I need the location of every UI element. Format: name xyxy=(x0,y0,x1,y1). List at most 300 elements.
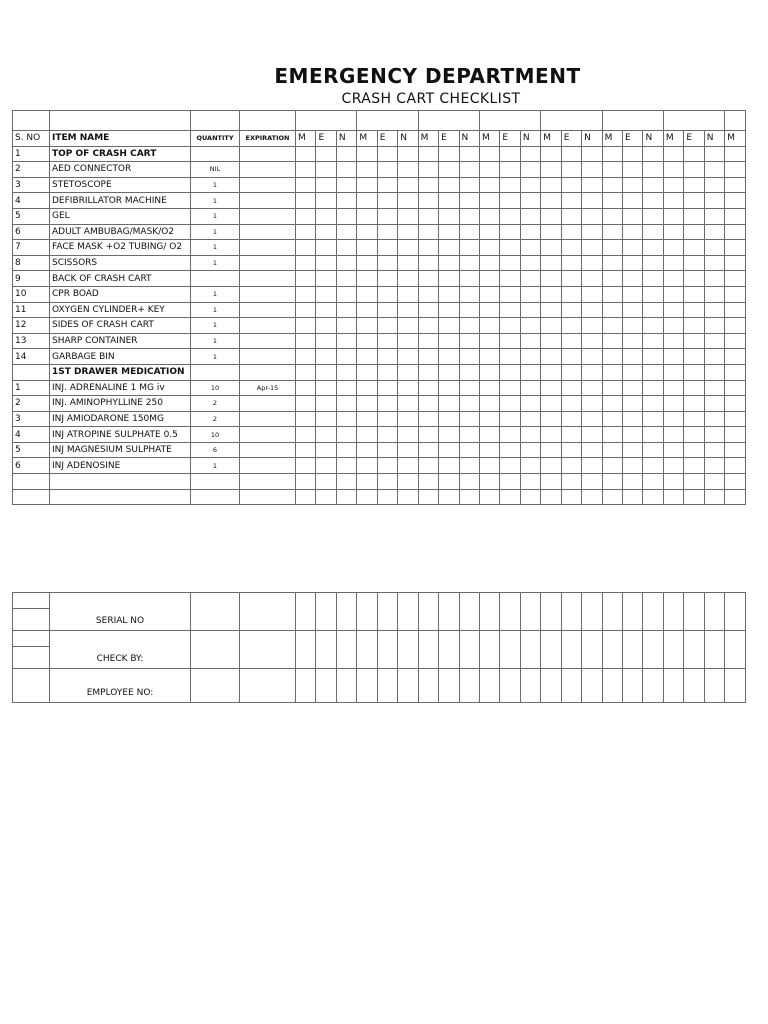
check-cell[interactable] xyxy=(398,162,418,178)
check-cell[interactable] xyxy=(663,224,683,240)
check-cell[interactable] xyxy=(704,380,724,396)
check-cell[interactable] xyxy=(663,286,683,302)
check-cell[interactable] xyxy=(663,427,683,443)
check-cell[interactable] xyxy=(459,286,479,302)
check-cell[interactable] xyxy=(684,411,704,427)
check-cell[interactable] xyxy=(582,489,602,505)
check-cell[interactable] xyxy=(684,208,704,224)
check-cell[interactable] xyxy=(316,240,336,256)
check-cell[interactable] xyxy=(459,224,479,240)
check-cell[interactable] xyxy=(704,349,724,365)
signature-cell[interactable] xyxy=(704,593,724,631)
check-cell[interactable] xyxy=(439,458,459,474)
check-cell[interactable] xyxy=(704,458,724,474)
check-cell[interactable] xyxy=(500,177,520,193)
check-cell[interactable] xyxy=(582,364,602,380)
check-cell[interactable] xyxy=(541,255,561,271)
check-cell[interactable] xyxy=(398,364,418,380)
check-cell[interactable] xyxy=(582,286,602,302)
check-cell[interactable] xyxy=(357,489,377,505)
check-cell[interactable] xyxy=(357,349,377,365)
check-cell[interactable] xyxy=(316,333,336,349)
check-cell[interactable] xyxy=(336,364,356,380)
check-cell[interactable] xyxy=(296,193,316,209)
check-cell[interactable] xyxy=(643,489,663,505)
check-cell[interactable] xyxy=(336,427,356,443)
check-cell[interactable] xyxy=(296,255,316,271)
check-cell[interactable] xyxy=(336,255,356,271)
check-cell[interactable] xyxy=(398,427,418,443)
check-cell[interactable] xyxy=(704,489,724,505)
check-cell[interactable] xyxy=(459,162,479,178)
check-cell[interactable] xyxy=(561,224,581,240)
check-cell[interactable] xyxy=(418,349,438,365)
check-cell[interactable] xyxy=(500,364,520,380)
check-cell[interactable] xyxy=(479,333,499,349)
check-cell[interactable] xyxy=(418,224,438,240)
check-cell[interactable] xyxy=(418,396,438,412)
check-cell[interactable] xyxy=(336,208,356,224)
check-cell[interactable] xyxy=(357,162,377,178)
check-cell[interactable] xyxy=(459,411,479,427)
check-cell[interactable] xyxy=(704,146,724,162)
check-cell[interactable] xyxy=(500,208,520,224)
check-cell[interactable] xyxy=(684,333,704,349)
check-cell[interactable] xyxy=(479,489,499,505)
check-cell[interactable] xyxy=(520,427,540,443)
check-cell[interactable] xyxy=(377,177,397,193)
check-cell[interactable] xyxy=(479,349,499,365)
check-cell[interactable] xyxy=(643,271,663,287)
check-cell[interactable] xyxy=(561,162,581,178)
check-cell[interactable] xyxy=(316,255,336,271)
check-cell[interactable] xyxy=(357,380,377,396)
check-cell[interactable] xyxy=(459,427,479,443)
check-cell[interactable] xyxy=(602,442,622,458)
signature-cell[interactable] xyxy=(684,593,704,631)
check-cell[interactable] xyxy=(479,240,499,256)
check-cell[interactable] xyxy=(316,193,336,209)
check-cell[interactable] xyxy=(377,255,397,271)
check-cell[interactable] xyxy=(520,396,540,412)
check-cell[interactable] xyxy=(377,271,397,287)
check-cell[interactable] xyxy=(357,442,377,458)
check-cell[interactable] xyxy=(439,411,459,427)
check-cell[interactable] xyxy=(582,458,602,474)
signature-cell[interactable] xyxy=(520,631,540,669)
signature-cell[interactable] xyxy=(623,669,643,703)
check-cell[interactable] xyxy=(418,318,438,334)
check-cell[interactable] xyxy=(479,208,499,224)
check-cell[interactable] xyxy=(725,349,745,365)
check-cell[interactable] xyxy=(377,442,397,458)
signature-cell[interactable] xyxy=(439,669,459,703)
check-cell[interactable] xyxy=(663,411,683,427)
check-cell[interactable] xyxy=(336,271,356,287)
check-cell[interactable] xyxy=(704,396,724,412)
check-cell[interactable] xyxy=(623,333,643,349)
check-cell[interactable] xyxy=(316,162,336,178)
signature-cell[interactable] xyxy=(725,631,745,669)
check-cell[interactable] xyxy=(725,271,745,287)
check-cell[interactable] xyxy=(336,240,356,256)
check-cell[interactable] xyxy=(500,458,520,474)
check-cell[interactable] xyxy=(561,240,581,256)
check-cell[interactable] xyxy=(418,193,438,209)
check-cell[interactable] xyxy=(602,411,622,427)
check-cell[interactable] xyxy=(704,193,724,209)
check-cell[interactable] xyxy=(725,255,745,271)
check-cell[interactable] xyxy=(296,396,316,412)
check-cell[interactable] xyxy=(398,146,418,162)
check-cell[interactable] xyxy=(541,474,561,490)
check-cell[interactable] xyxy=(602,193,622,209)
check-cell[interactable] xyxy=(541,489,561,505)
check-cell[interactable] xyxy=(704,333,724,349)
check-cell[interactable] xyxy=(316,224,336,240)
check-cell[interactable] xyxy=(479,458,499,474)
signature-cell[interactable] xyxy=(240,669,296,703)
check-cell[interactable] xyxy=(336,396,356,412)
check-cell[interactable] xyxy=(520,271,540,287)
check-cell[interactable] xyxy=(479,318,499,334)
check-cell[interactable] xyxy=(479,255,499,271)
check-cell[interactable] xyxy=(439,349,459,365)
check-cell[interactable] xyxy=(602,349,622,365)
check-cell[interactable] xyxy=(704,255,724,271)
check-cell[interactable] xyxy=(316,302,336,318)
check-cell[interactable] xyxy=(643,146,663,162)
check-cell[interactable] xyxy=(418,177,438,193)
check-cell[interactable] xyxy=(500,427,520,443)
check-cell[interactable] xyxy=(541,333,561,349)
check-cell[interactable] xyxy=(296,318,316,334)
check-cell[interactable] xyxy=(643,364,663,380)
check-cell[interactable] xyxy=(336,474,356,490)
check-cell[interactable] xyxy=(704,162,724,178)
check-cell[interactable] xyxy=(439,240,459,256)
check-cell[interactable] xyxy=(459,396,479,412)
check-cell[interactable] xyxy=(459,458,479,474)
check-cell[interactable] xyxy=(561,318,581,334)
check-cell[interactable] xyxy=(479,396,499,412)
check-cell[interactable] xyxy=(459,255,479,271)
check-cell[interactable] xyxy=(377,411,397,427)
check-cell[interactable] xyxy=(357,333,377,349)
signature-cell[interactable] xyxy=(316,593,336,631)
check-cell[interactable] xyxy=(704,240,724,256)
check-cell[interactable] xyxy=(602,458,622,474)
check-cell[interactable] xyxy=(602,333,622,349)
check-cell[interactable] xyxy=(561,411,581,427)
check-cell[interactable] xyxy=(479,193,499,209)
check-cell[interactable] xyxy=(684,240,704,256)
check-cell[interactable] xyxy=(623,224,643,240)
check-cell[interactable] xyxy=(357,240,377,256)
check-cell[interactable] xyxy=(663,474,683,490)
signature-cell[interactable] xyxy=(663,669,683,703)
check-cell[interactable] xyxy=(602,474,622,490)
check-cell[interactable] xyxy=(479,162,499,178)
signature-cell[interactable] xyxy=(582,631,602,669)
check-cell[interactable] xyxy=(541,240,561,256)
check-cell[interactable] xyxy=(643,193,663,209)
check-cell[interactable] xyxy=(377,458,397,474)
signature-cell[interactable] xyxy=(561,593,581,631)
check-cell[interactable] xyxy=(479,364,499,380)
check-cell[interactable] xyxy=(582,162,602,178)
signature-cell[interactable] xyxy=(240,593,296,631)
check-cell[interactable] xyxy=(541,146,561,162)
check-cell[interactable] xyxy=(643,458,663,474)
check-cell[interactable] xyxy=(316,286,336,302)
check-cell[interactable] xyxy=(439,224,459,240)
check-cell[interactable] xyxy=(439,333,459,349)
check-cell[interactable] xyxy=(398,286,418,302)
check-cell[interactable] xyxy=(541,224,561,240)
signature-cell[interactable] xyxy=(336,631,356,669)
check-cell[interactable] xyxy=(520,489,540,505)
check-cell[interactable] xyxy=(398,255,418,271)
check-cell[interactable] xyxy=(296,240,316,256)
check-cell[interactable] xyxy=(561,302,581,318)
check-cell[interactable] xyxy=(439,427,459,443)
check-cell[interactable] xyxy=(357,396,377,412)
check-cell[interactable] xyxy=(561,364,581,380)
check-cell[interactable] xyxy=(684,427,704,443)
check-cell[interactable] xyxy=(725,427,745,443)
check-cell[interactable] xyxy=(377,318,397,334)
check-cell[interactable] xyxy=(663,240,683,256)
check-cell[interactable] xyxy=(439,177,459,193)
check-cell[interactable] xyxy=(357,193,377,209)
check-cell[interactable] xyxy=(377,162,397,178)
check-cell[interactable] xyxy=(520,474,540,490)
signature-cell[interactable] xyxy=(377,593,397,631)
check-cell[interactable] xyxy=(623,411,643,427)
check-cell[interactable] xyxy=(479,224,499,240)
check-cell[interactable] xyxy=(663,146,683,162)
check-cell[interactable] xyxy=(398,318,418,334)
signature-cell[interactable] xyxy=(643,669,663,703)
check-cell[interactable] xyxy=(418,208,438,224)
check-cell[interactable] xyxy=(500,474,520,490)
signature-cell[interactable] xyxy=(623,631,643,669)
check-cell[interactable] xyxy=(520,364,540,380)
signature-cell[interactable] xyxy=(191,593,240,631)
check-cell[interactable] xyxy=(418,162,438,178)
check-cell[interactable] xyxy=(684,286,704,302)
check-cell[interactable] xyxy=(459,302,479,318)
check-cell[interactable] xyxy=(684,193,704,209)
check-cell[interactable] xyxy=(541,208,561,224)
check-cell[interactable] xyxy=(520,380,540,396)
check-cell[interactable] xyxy=(582,396,602,412)
check-cell[interactable] xyxy=(500,302,520,318)
check-cell[interactable] xyxy=(479,177,499,193)
check-cell[interactable] xyxy=(704,208,724,224)
check-cell[interactable] xyxy=(643,442,663,458)
check-cell[interactable] xyxy=(520,208,540,224)
check-cell[interactable] xyxy=(602,396,622,412)
check-cell[interactable] xyxy=(684,177,704,193)
check-cell[interactable] xyxy=(602,286,622,302)
check-cell[interactable] xyxy=(336,193,356,209)
check-cell[interactable] xyxy=(296,489,316,505)
check-cell[interactable] xyxy=(316,349,336,365)
check-cell[interactable] xyxy=(479,442,499,458)
check-cell[interactable] xyxy=(561,146,581,162)
signature-cell[interactable] xyxy=(561,669,581,703)
check-cell[interactable] xyxy=(357,474,377,490)
check-cell[interactable] xyxy=(541,193,561,209)
check-cell[interactable] xyxy=(398,442,418,458)
signature-cell[interactable] xyxy=(725,593,745,631)
check-cell[interactable] xyxy=(398,193,418,209)
check-cell[interactable] xyxy=(459,271,479,287)
signature-cell[interactable] xyxy=(541,631,561,669)
check-cell[interactable] xyxy=(704,442,724,458)
check-cell[interactable] xyxy=(561,177,581,193)
signature-cell[interactable] xyxy=(663,631,683,669)
check-cell[interactable] xyxy=(623,286,643,302)
signature-cell[interactable] xyxy=(684,669,704,703)
check-cell[interactable] xyxy=(623,458,643,474)
check-cell[interactable] xyxy=(602,177,622,193)
check-cell[interactable] xyxy=(377,474,397,490)
check-cell[interactable] xyxy=(725,396,745,412)
check-cell[interactable] xyxy=(398,208,418,224)
check-cell[interactable] xyxy=(296,411,316,427)
signature-cell[interactable] xyxy=(439,631,459,669)
signature-cell[interactable] xyxy=(479,593,499,631)
check-cell[interactable] xyxy=(336,489,356,505)
signature-cell[interactable] xyxy=(191,631,240,669)
check-cell[interactable] xyxy=(582,380,602,396)
check-cell[interactable] xyxy=(377,193,397,209)
check-cell[interactable] xyxy=(398,474,418,490)
signature-cell[interactable] xyxy=(459,631,479,669)
signature-cell[interactable] xyxy=(684,631,704,669)
check-cell[interactable] xyxy=(541,177,561,193)
check-cell[interactable] xyxy=(357,177,377,193)
check-cell[interactable] xyxy=(643,474,663,490)
check-cell[interactable] xyxy=(623,396,643,412)
check-cell[interactable] xyxy=(725,302,745,318)
check-cell[interactable] xyxy=(439,162,459,178)
check-cell[interactable] xyxy=(725,240,745,256)
check-cell[interactable] xyxy=(623,193,643,209)
check-cell[interactable] xyxy=(684,364,704,380)
check-cell[interactable] xyxy=(582,146,602,162)
signature-cell[interactable] xyxy=(561,631,581,669)
check-cell[interactable] xyxy=(296,427,316,443)
check-cell[interactable] xyxy=(500,286,520,302)
signature-cell[interactable] xyxy=(479,669,499,703)
check-cell[interactable] xyxy=(398,380,418,396)
check-cell[interactable] xyxy=(398,458,418,474)
check-cell[interactable] xyxy=(377,364,397,380)
check-cell[interactable] xyxy=(439,474,459,490)
check-cell[interactable] xyxy=(561,286,581,302)
signature-cell[interactable] xyxy=(377,669,397,703)
check-cell[interactable] xyxy=(357,271,377,287)
check-cell[interactable] xyxy=(500,333,520,349)
check-cell[interactable] xyxy=(602,380,622,396)
check-cell[interactable] xyxy=(398,396,418,412)
signature-cell[interactable] xyxy=(357,631,377,669)
check-cell[interactable] xyxy=(377,333,397,349)
check-cell[interactable] xyxy=(296,146,316,162)
check-cell[interactable] xyxy=(316,146,336,162)
check-cell[interactable] xyxy=(663,458,683,474)
check-cell[interactable] xyxy=(500,271,520,287)
check-cell[interactable] xyxy=(684,271,704,287)
signature-cell[interactable] xyxy=(623,593,643,631)
signature-cell[interactable] xyxy=(541,669,561,703)
check-cell[interactable] xyxy=(561,474,581,490)
check-cell[interactable] xyxy=(296,458,316,474)
check-cell[interactable] xyxy=(684,474,704,490)
check-cell[interactable] xyxy=(357,224,377,240)
check-cell[interactable] xyxy=(296,349,316,365)
check-cell[interactable] xyxy=(684,349,704,365)
check-cell[interactable] xyxy=(623,208,643,224)
check-cell[interactable] xyxy=(663,177,683,193)
check-cell[interactable] xyxy=(418,302,438,318)
check-cell[interactable] xyxy=(418,271,438,287)
check-cell[interactable] xyxy=(643,302,663,318)
check-cell[interactable] xyxy=(479,474,499,490)
signature-cell[interactable] xyxy=(398,669,418,703)
check-cell[interactable] xyxy=(561,442,581,458)
signature-cell[interactable] xyxy=(240,631,296,669)
check-cell[interactable] xyxy=(704,318,724,334)
check-cell[interactable] xyxy=(439,193,459,209)
check-cell[interactable] xyxy=(439,271,459,287)
check-cell[interactable] xyxy=(459,193,479,209)
check-cell[interactable] xyxy=(602,240,622,256)
check-cell[interactable] xyxy=(643,349,663,365)
check-cell[interactable] xyxy=(663,380,683,396)
check-cell[interactable] xyxy=(541,411,561,427)
check-cell[interactable] xyxy=(357,427,377,443)
check-cell[interactable] xyxy=(663,396,683,412)
check-cell[interactable] xyxy=(602,364,622,380)
check-cell[interactable] xyxy=(357,364,377,380)
signature-cell[interactable] xyxy=(500,593,520,631)
check-cell[interactable] xyxy=(684,489,704,505)
signature-cell[interactable] xyxy=(643,631,663,669)
check-cell[interactable] xyxy=(479,427,499,443)
check-cell[interactable] xyxy=(725,489,745,505)
check-cell[interactable] xyxy=(684,458,704,474)
signature-cell[interactable] xyxy=(398,631,418,669)
check-cell[interactable] xyxy=(398,240,418,256)
check-cell[interactable] xyxy=(520,442,540,458)
check-cell[interactable] xyxy=(663,162,683,178)
check-cell[interactable] xyxy=(561,193,581,209)
signature-cell[interactable] xyxy=(602,593,622,631)
check-cell[interactable] xyxy=(541,318,561,334)
check-cell[interactable] xyxy=(520,193,540,209)
check-cell[interactable] xyxy=(418,427,438,443)
check-cell[interactable] xyxy=(316,271,336,287)
check-cell[interactable] xyxy=(500,255,520,271)
check-cell[interactable] xyxy=(541,380,561,396)
check-cell[interactable] xyxy=(663,255,683,271)
signature-cell[interactable] xyxy=(520,669,540,703)
